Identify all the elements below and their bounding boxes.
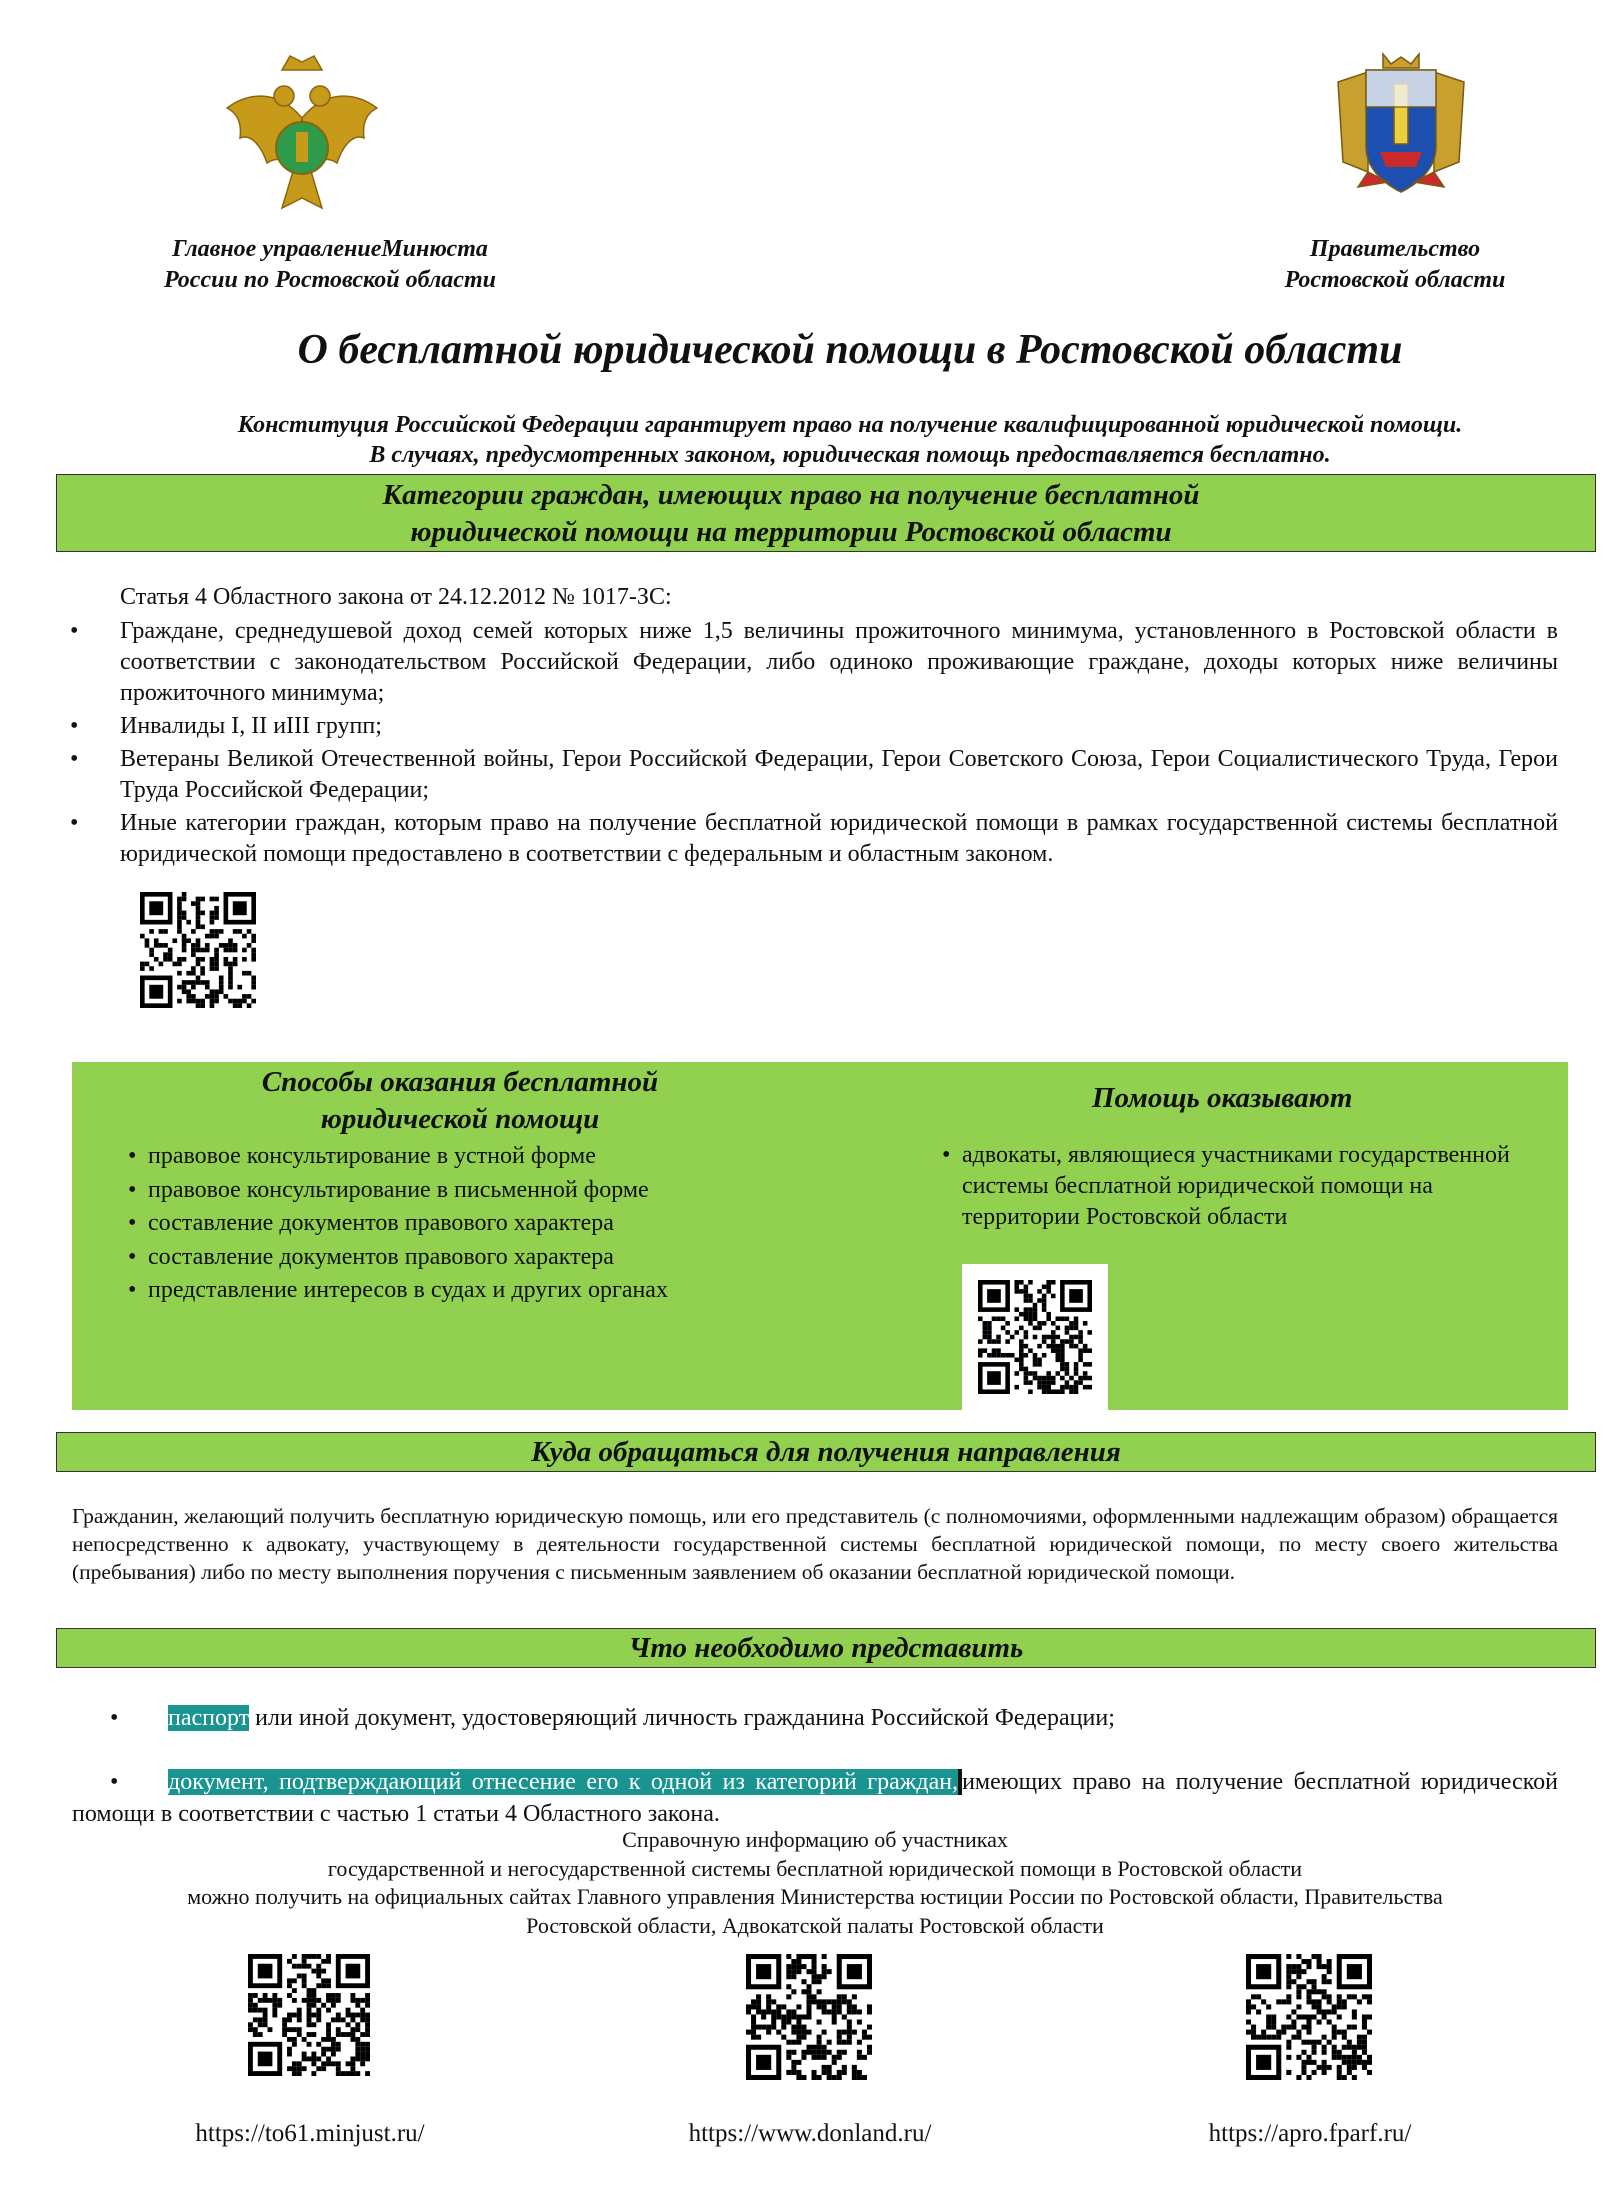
methods-heading: Способы оказания бесплатной юридической помощи <box>261 1066 659 1135</box>
list-item: • Инвалиды I, II иIII групп; <box>120 711 1558 742</box>
categories-list <box>70 616 1558 870</box>
categories-intro: Статья 4 Областного закона от 24.12.2012 № 1017-ЗС: <box>120 584 672 610</box>
need-heading-bar: Что необходимо представить <box>56 1628 1596 1668</box>
bullet: • <box>70 810 79 836</box>
left-org-name: Главное управлениеМинюста России по Ростовской области <box>164 236 496 293</box>
bullet: • <box>128 1210 137 1236</box>
providers-heading: Помощь оказывают <box>1092 1082 1353 1114</box>
list-item: • представление интересов в судах и других органах <box>148 1274 768 1308</box>
link-apro[interactable]: https://apro.fparf.ru/ <box>1208 2120 1412 2147</box>
list-item: • Иные категории граждан, которым право на получение бесплатной юридической помощи в рамках государственной системы бесплатной юридической помощи предоставлено в соответствии с федеральным и областным законом. <box>70 810 1558 867</box>
qr-code-icon <box>140 892 256 1008</box>
list-item: • составление документов правового характера <box>148 1207 768 1241</box>
link-donland[interactable]: https://www.donland.ru/ <box>688 2120 932 2147</box>
minjust-eagle-emblem-icon <box>222 48 382 220</box>
providers-list <box>942 1140 1542 1233</box>
right-org-name: Правительство Ростовской области <box>1284 236 1506 293</box>
info-block: Справочную информацию об участниках государственной и негосударственной системы бесплатной юридической помощи в Ростовской области можно получить на официальных сайтах Главного управления Министерства юстиции России по Ростовской области, Правительства Ростовской области, Адвокатской палаты Ростовской области <box>187 1827 1443 1938</box>
bullet: • <box>110 1705 119 1731</box>
where-text: Гражданин, желающий получить бесплатную юридическую помощь, или его представитель (с полномочиями, оформленными надлежащим образом) обращается непосредственно к адвокату, участвующему в деятельности государственной системы бесплатной юридической помощи, по месту своего жительства (пребывания) либо по месту выполнения поручения с письменным заявлением об оказании бесплатной юридической помощи. <box>72 1504 1558 1584</box>
bullet: • <box>70 618 79 644</box>
highlighted-text: паспорт <box>168 1705 250 1731</box>
page-subtitle: Конституция Российской Федерации гарантирует право на получение квалифицированной юридической помощи. В случаях, предусмотренных законом, юридическая помощь предоставляется бесплатно. <box>237 412 1463 468</box>
highlighted-text: документ, подтверждающий отнесение его к одной из категорий граждан, <box>168 1769 962 1795</box>
list-item: • Ветераны Великой Отечественной войны, Герои Российской Федерации, Герои Советского Союза, Герои Социалистического Труда, Герои Труда Российской Федерации; <box>70 746 1558 803</box>
qr-code-icon <box>746 1954 872 2080</box>
bullet: • <box>128 1277 137 1303</box>
link-minjust[interactable]: https://to61.minjust.ru/ <box>195 2120 425 2147</box>
bullet: • <box>70 713 79 739</box>
where-heading-bar: Куда обращаться для получения направления <box>56 1432 1596 1472</box>
bullet: • <box>110 1769 119 1795</box>
qr-code-icon <box>1246 1954 1372 2080</box>
methods-list <box>128 1140 768 1308</box>
bullet: • <box>70 746 79 772</box>
bullet: • <box>128 1176 137 1203</box>
list-item: • Граждане, среднедушевой доход семей которых ниже 1,5 величины прожиточного минимума, установленного в Ростовской области в соответствии с законодательством Российской Федерации, либо одиноко проживающие граждане, доходы которых ниже величины прожиточного минимума; <box>70 618 1558 706</box>
categories-heading-bar: Категории граждан, имеющих право на получение бесплатной юридической помощи на территории Ростовской области <box>56 474 1596 552</box>
bullet: • <box>942 1142 951 1168</box>
list-item: • правовое консультирование в письменной форме <box>148 1174 768 1208</box>
need-item-2: • документ, подтверждающий отнесение его к одной из категорий граждан, имеющих право на получение бесплатной юридической помощи в соответствии с частью 1 статьи 4 Областного закона. <box>72 1766 1558 1830</box>
bullet: • <box>128 1143 137 1169</box>
list-item: • адвокаты, являющиеся участниками государственной системы бесплатной юридической помощи на территории Ростовской области <box>942 1142 1510 1230</box>
page-title: О бесплатной юридической помощи в Ростовской области <box>297 327 1403 373</box>
list-item: • правовое консультирование в устной форме <box>148 1140 768 1174</box>
qr-code-icon <box>962 1264 1108 1410</box>
qr-code-icon <box>248 1954 370 2076</box>
list-item: • составление документов правового характера <box>148 1241 768 1275</box>
need-item-1: • паспорт или иной документ, удостоверяющий личность гражданина Российской Федерации; <box>72 1702 1558 1734</box>
rostov-coat-of-arms-icon <box>1328 52 1474 200</box>
bullet: • <box>128 1243 137 1270</box>
